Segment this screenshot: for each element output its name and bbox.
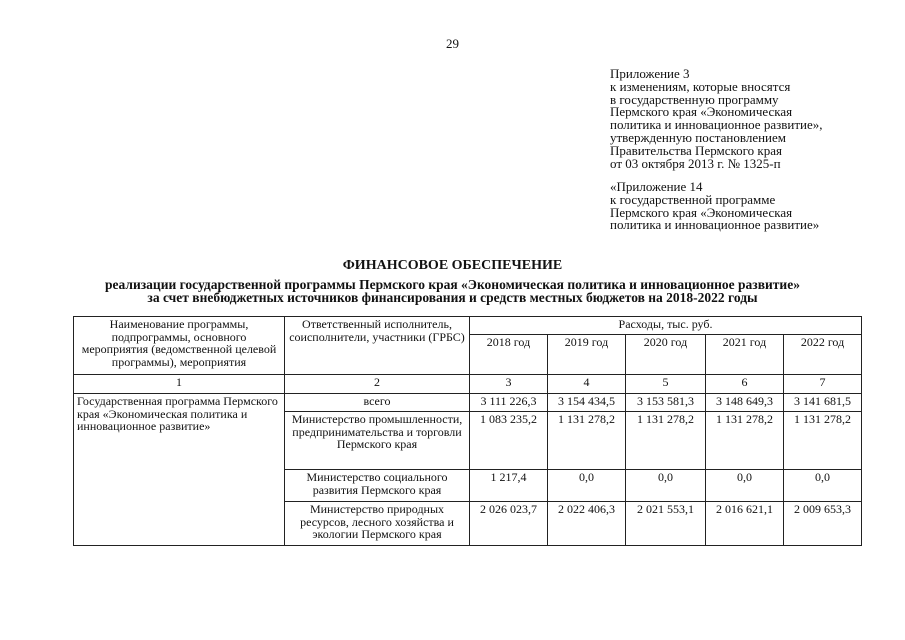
column-index: 3 — [470, 375, 548, 394]
value-cell: 1 131 278,2 — [626, 412, 706, 470]
value-cell: 3 154 434,5 — [548, 394, 626, 412]
header-year: 2020 год — [626, 335, 706, 375]
column-index: 1 — [74, 375, 285, 394]
appendix-14-line: политика и инновационное развитие» — [610, 217, 820, 233]
executor-cell: всего — [285, 394, 470, 412]
subtitle-line: реализации государственной программы Пермского края «Экономическая политика и инновационное развитие» — [105, 277, 800, 292]
page-number: 29 — [446, 36, 459, 51]
appendix-3-line: к изменениям, которые вносятся — [610, 78, 791, 94]
header-year: 2018 год — [470, 335, 548, 375]
appendix-3-line: Приложение 3 — [610, 66, 690, 81]
document-subtitle — [0, 278, 905, 304]
appendix-3-line: в государственную программу — [610, 91, 779, 107]
value-cell: 3 148 649,3 — [706, 394, 784, 412]
program-name-cell: Государственная программа Пермского края «Экономическая политика и инновационное развитие» — [74, 394, 285, 546]
appendix-3-line: утвержденную постановлением — [610, 129, 787, 145]
financing-table — [73, 316, 862, 546]
column-index: 5 — [626, 375, 706, 394]
table-index-row — [74, 375, 862, 394]
appendix-3-line: от 03 октября 2013 г. № 1325-п — [610, 155, 781, 171]
value-cell: 2 021 553,1 — [626, 502, 706, 546]
value-cell: 2 022 406,3 — [548, 502, 626, 546]
column-index: 6 — [706, 375, 784, 394]
header-executor: Ответственный исполнитель, соисполнители, участники (ГРБС) — [285, 317, 470, 375]
appendix-3-line: Правительства Пермского края — [610, 142, 782, 158]
value-cell: 0,0 — [784, 470, 862, 502]
table-row — [74, 394, 862, 412]
executor-cell: Министерство социального развития Пермского края — [285, 470, 470, 502]
appendix-3-line: Пермского края «Экономическая — [610, 104, 793, 120]
value-cell: 1 083 235,2 — [470, 412, 548, 470]
executor-cell: Министерство промышленности, предпринимательства и торговли Пермского края — [285, 412, 470, 470]
column-index: 2 — [285, 375, 470, 394]
appendix-14-line: к государственной программе — [610, 191, 776, 207]
value-cell: 2 016 621,1 — [706, 502, 784, 546]
header-expenses: Расходы, тыс. руб. — [470, 317, 862, 335]
appendix-3-line: политика и инновационное развитие», — [610, 117, 823, 133]
value-cell: 0,0 — [706, 470, 784, 502]
value-cell: 1 131 278,2 — [784, 412, 862, 470]
header-year: 2019 год — [548, 335, 626, 375]
value-cell: 1 217,4 — [470, 470, 548, 502]
appendix-14-line: «Приложение 14 — [610, 179, 703, 194]
column-index: 4 — [548, 375, 626, 394]
appendix-14-line: Пермского края «Экономическая — [610, 204, 793, 220]
value-cell: 3 111 226,3 — [470, 394, 548, 412]
header-year: 2021 год — [706, 335, 784, 375]
value-cell: 3 153 581,3 — [626, 394, 706, 412]
value-cell: 1 131 278,2 — [548, 412, 626, 470]
value-cell: 0,0 — [626, 470, 706, 502]
value-cell: 0,0 — [548, 470, 626, 502]
header-program-name: Наименование программы, подпрограммы, основного мероприятия (ведомственной целевой программы), мероприятия — [74, 317, 285, 375]
document-title: ФИНАНСОВОЕ ОБЕСПЕЧЕНИЕ — [342, 258, 563, 273]
appendix-3-block — [610, 68, 890, 170]
executor-cell: Министерство природных ресурсов, лесного хозяйства и экологии Пермского края — [285, 502, 470, 546]
subtitle-line: за счет внебюджетных источников финансирования и средств местных бюджетов на 2018-2022 годы — [147, 290, 758, 305]
header-year: 2022 год — [784, 335, 862, 375]
column-index: 7 — [784, 375, 862, 394]
table-header-row — [74, 317, 862, 335]
value-cell: 2 009 653,3 — [784, 502, 862, 546]
value-cell: 2 026 023,7 — [470, 502, 548, 546]
appendix-14-block — [610, 181, 890, 232]
value-cell: 1 131 278,2 — [706, 412, 784, 470]
value-cell: 3 141 681,5 — [784, 394, 862, 412]
